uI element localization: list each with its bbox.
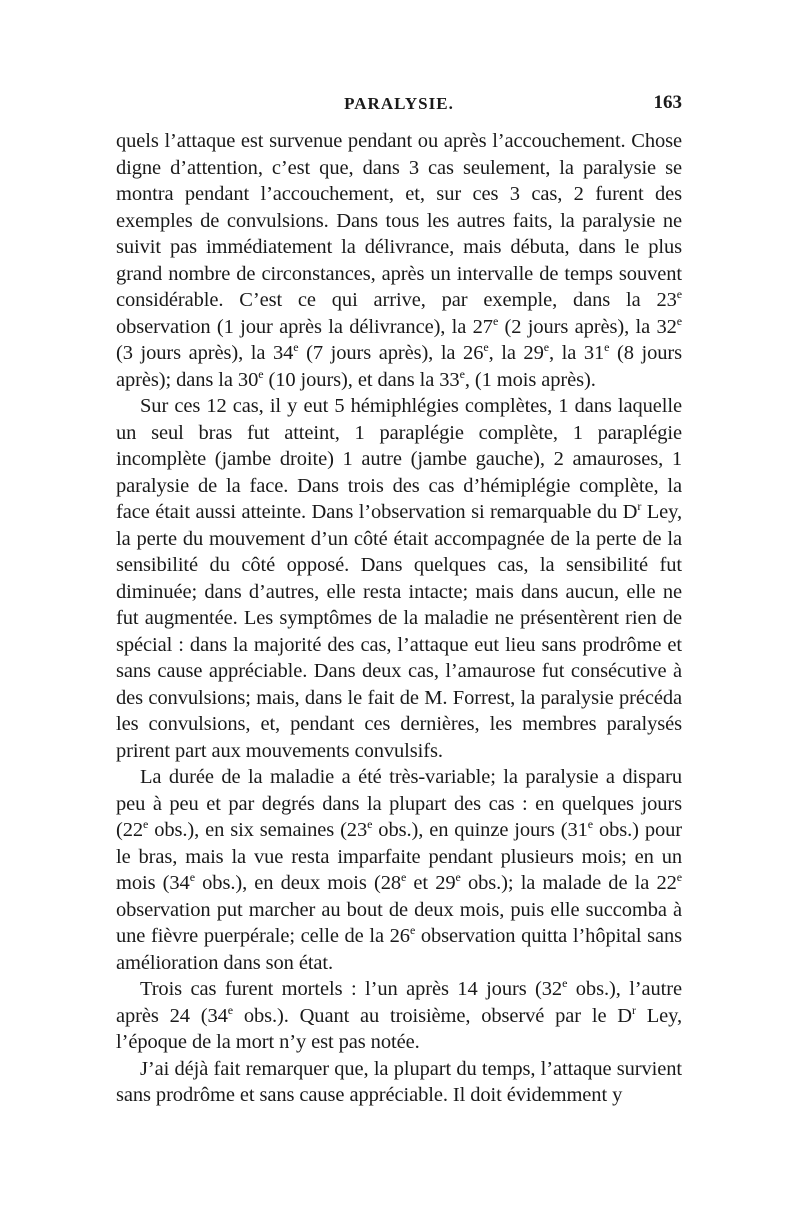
text-run: Sur ces 12 cas, il y eut 5 hémiphlégies complètes, 1 dans laquelle un seul bras fut atteint, 1 paraplégie complète, 1 paraplégie incomplète (jambe droite) 1 autre (jambe gauche), 2 amauroses, 1 paralysie de la face. Dans trois des cas d’hémiplégie complète, la face était aussi atteinte. Dans l’observation si remarquable du D [116,395,682,523]
superscript: e [492,313,499,328]
text-run: Ley, l’époque de la mort n’y est pas notée. [116,1004,682,1053]
text-run: Ley, la perte du mouvement d’un côté était accompagnée de la perte de la sensibilité du côté opposé. Dans quelques cas, la sensibilité fut diminuée; dans d’autres, elle resta intacte; mais dans aucun, elle ne fut augmentée. Les symptômes de la maladie ne présentèrent rien de spécial : dans la majorité des cas, l’attaque eut lieu sans prodrôme et sans cause appréciable. Dans deux cas, l’amaurose fut consécutive à des convulsions; mais, dans le fait de M. Forrest, la paralysie précéda les convulsions, et, pendant ces dernières, les membres paralysés prirent part aux mouvements convulsifs. [116,501,682,762]
paragraph [116,976,682,1056]
text-run: obs.) pour le bras, mais la vue resta imparfaite pendant plusieurs mois; en un mois (34 [116,819,682,894]
superscript: e [604,340,610,355]
running-title: PARALYSIE. [344,94,454,113]
superscript: e [676,313,682,328]
text-run: (2 jours après), la 32 [498,315,677,338]
superscript: e [367,817,373,832]
text-run: obs.). Quant au troisième, observé par le D [232,1004,632,1027]
paragraph [116,393,682,764]
superscript: e [562,976,568,991]
superscript: e [676,287,682,302]
body-text [116,128,682,1109]
paragraph [116,1056,682,1109]
superscript: e [143,817,149,832]
superscript: e [543,340,549,355]
superscript: e [459,366,465,381]
paragraph [116,128,682,393]
text-run: J’ai déjà fait remarquer que, la plupart du temps, l’attaque survient sans prodrôme et sans cause appréciable. Il doit évidemment y [116,1057,682,1106]
text-run: (10 jours), et dans la 33 [263,368,460,391]
superscript: e [293,340,299,355]
text-run: , la 29 [488,342,544,364]
superscript: e [258,366,264,381]
superscript: e [401,870,407,885]
text-run: obs.), en deux mois (28 [194,872,401,894]
text-run: quels l’attaque est survenue pendant ou après l’accouchement. Chose digne d’attention, c’est que, dans 3 cas seulement, la paralysie se montra pendant l’accouchement, et, sur ces 3 cas, 2 furent des exemples de convulsions. Dans tous les autres faits, la paralysie ne suivit pas immédiatement la délivrance, mais débuta, dans le plus grand nombre de circonstances, après un intervalle de temps souvent considérable. C’est ce qui arrive, par exemple, dans la 23 [116,130,682,311]
text-run: La durée de la maladie a été très-variable; la paralysie a disparu peu à peu et par degrés dans la plupart des cas : en quelques jours (22 [116,766,682,841]
text-run: obs.); la malade de la 22 [460,872,677,894]
text-run: Trois cas furent mortels : l’un après 14 jours (32 [140,978,563,1000]
superscript: e [676,870,682,885]
text-run: observation (1 jour après la délivrance), la 27 [116,315,493,338]
superscript: e [189,870,195,885]
page-number: 163 [653,92,682,113]
text-run: , (1 mois après). [464,368,596,391]
text-run: (3 jours après), la 34 [116,342,294,364]
text-run: , la 31 [548,342,605,364]
text-run: obs.), en six semaines (23 [148,819,368,841]
superscript: r [631,1002,636,1017]
text-run: (8 jours après); dans la 30 [116,342,682,391]
text-run: observation quitta l’hôpital sans amélioration dans son état. [116,925,683,974]
text-run: obs.), l’autre après 24 (34 [116,978,682,1027]
superscript: r [637,499,642,514]
superscript: e [409,923,416,938]
page-header [116,94,682,118]
text-run: observation put marcher au bout de deux mois, puis elle succomba à une fièvre puerpérale; celle de la 26 [116,898,682,947]
superscript: e [587,817,593,832]
paragraph [116,764,682,976]
superscript: e [483,340,489,355]
superscript: e [455,870,461,885]
text-run: (7 jours après), la 26 [298,342,484,364]
text-run: et 29 [406,872,456,894]
superscript: e [227,1002,233,1017]
text-run: obs.), en quinze jours (31 [372,819,588,841]
